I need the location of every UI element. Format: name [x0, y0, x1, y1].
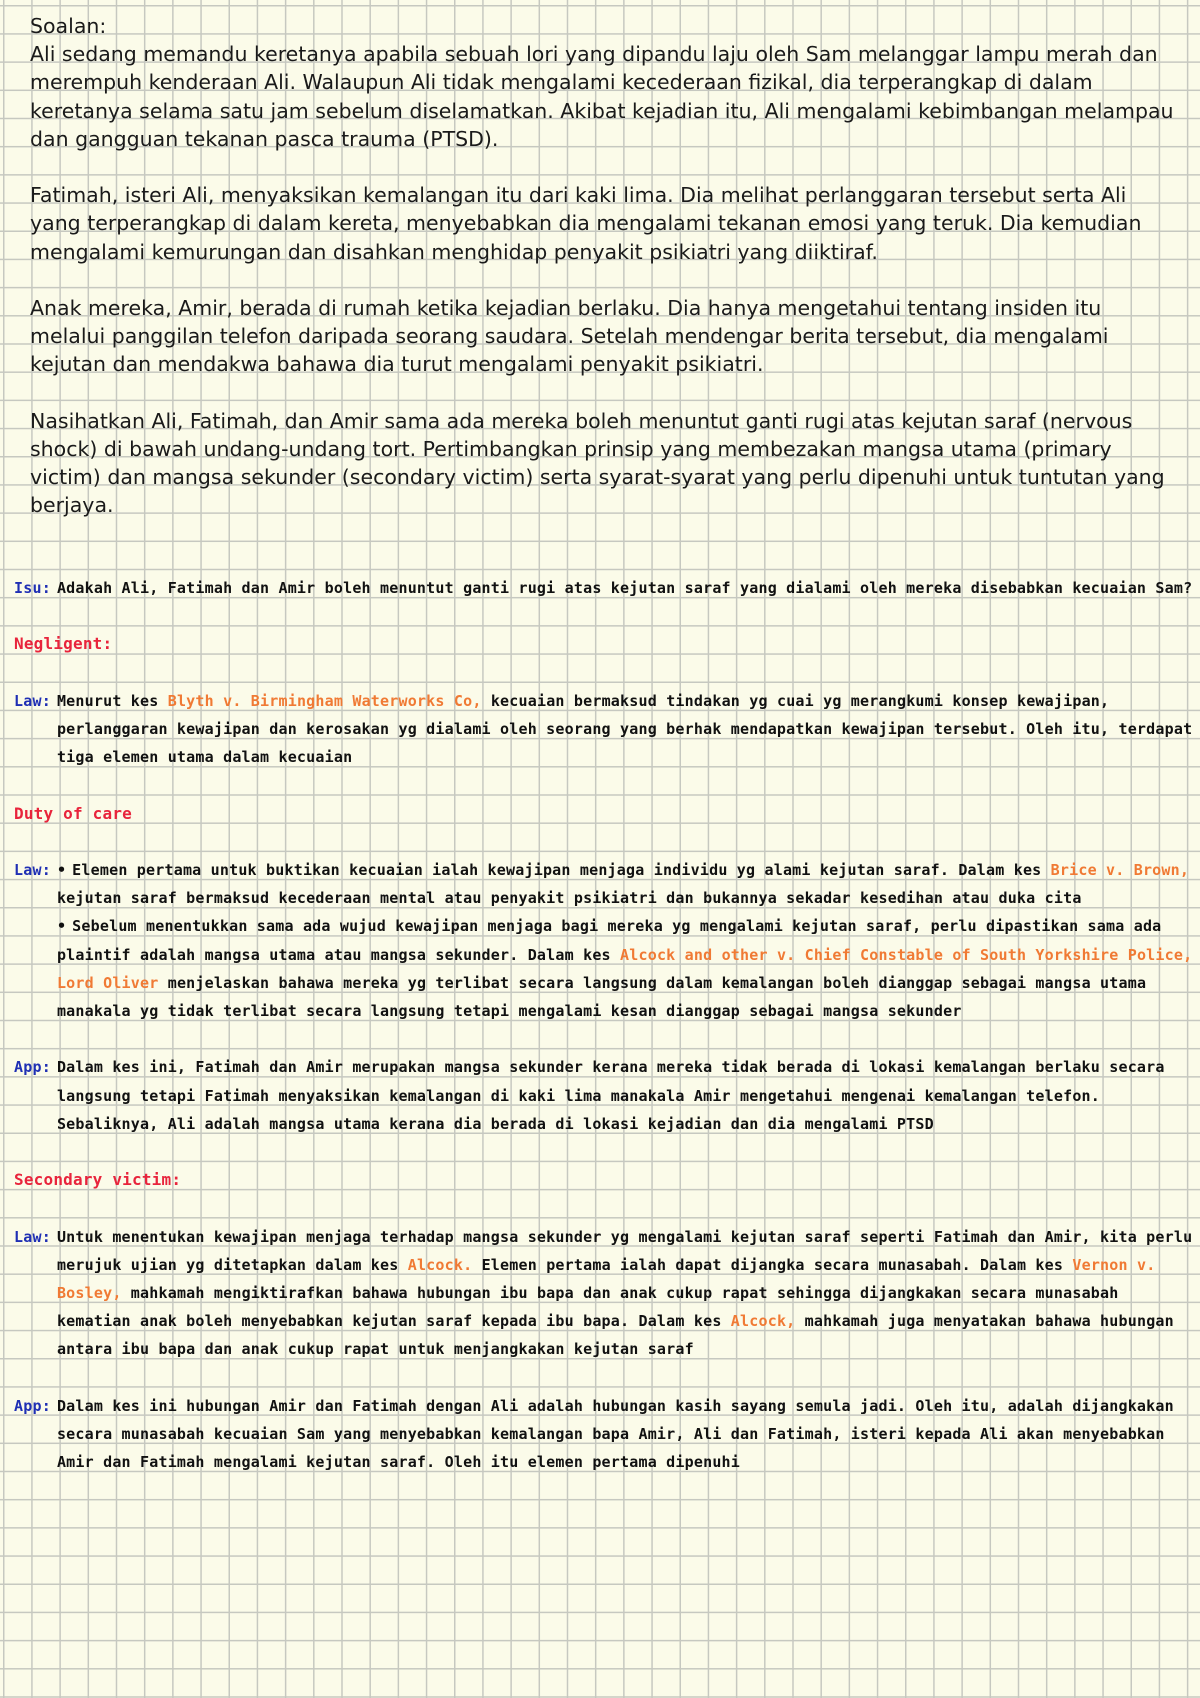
handwritten-notes: [14, 574, 1194, 1476]
law-3-text-pre: Untuk menentukan kewajipan menjaga terhadap mangsa sekunder yg mengalami kejutan saraf seperti Fatimah dan Amir, kita perlu merujuk ujian yg ditetapkan dalam kes: [56, 1227, 1193, 1274]
question-paragraph-3: Anak mereka, Amir, berada di rumah ketika kejadian berlaku. Dia hanya mengetahui tentang insiden itu melalui panggilan telefon daripada seorang saudara. Setelah mendengar berita tersebut, dia mengalami kejutan dan mendakwa bahawa dia turut mengalami penyakit psikiatri.: [30, 296, 1109, 377]
law-3-text-mid-1: Elemen pertama ialah dapat dijangka secara munasabah. Dalam kes: [481, 1255, 1064, 1274]
law-tag-2: Law:: [14, 860, 51, 879]
question-label: Soalan:: [30, 14, 107, 38]
question-section: [30, 12, 1180, 548]
case-citation-alcock-full: Alcock and other v. Chief Constable of South Yorkshire Police, Lord Oliver: [56, 945, 1193, 992]
law-1-text-post: kecuaian bermaksud tindakan yg cuai yg merangkumi konsep kewajipan, perlanggaran kewajipan dan kerosakan yg dialami oleh seorang yang berhak mendapatkan kewajipan tersebut. Oleh itu, terdapat tiga elemen utama dalam kecuaian: [56, 691, 1193, 767]
law-2b-text-post: menjelaskan bahawa mereka yg terlibat secara langsung dalam kemalangan boleh dianggap sebagai mangsa utama manakala yg tidak terlibat secara langsung tetapi mengalami kesan dianggap sebagai mangsa sekunder: [56, 973, 1147, 1020]
case-citation-brice: Brice v. Brown,: [1050, 860, 1190, 879]
law-2-point-a: [57, 856, 1194, 912]
case-citation-blyth: Blyth v. Birmingham Waterworks Co,: [167, 691, 482, 710]
duty-of-care-heading: Duty of care: [14, 803, 132, 823]
question-paragraph-2: Fatimah, isteri Ali, menyaksikan kemalangan itu dari kaki lima. Dia melihat perlanggaran tersebut serta Ali yang terperangkap di dalam kereta, menyebabkan dia mengalami tekanan emosi yang teruk. Dia kemudian mengalami kemurungan dan disahkan menghidap penyakit psikiatri yang diiktiraf.: [30, 183, 1142, 264]
law-2-point-b: [57, 912, 1194, 1025]
application-block-2: [14, 1392, 1194, 1477]
application-block-1: [14, 1053, 1194, 1138]
issue-text: Adakah Ali, Fatimah dan Amir boleh menuntut ganti rugi atas kejutan saraf yang dialami oleh mereka disebabkan kecuaian Sam?: [56, 579, 1193, 597]
app-tag-1: App:: [14, 1058, 51, 1077]
law-1-text-pre: Menurut kes: [56, 691, 159, 710]
question-paragraph-4: Nasihatkan Ali, Fatimah, dan Amir sama ada mereka boleh menuntut ganti rugi atas kejutan saraf (nervous shock) di bawah undang-undang tort. Pertimbangkan prinsip yang membezakan mangsa utama (primary victim) dan mangsa sekunder (secondary victim) serta syarat-syarat yang perlu dipenuhi untuk tuntutan yang berjaya.: [30, 408, 1165, 518]
law-3-text-mid-2: mahkamah mengiktirafkan bahawa hubungan ibu bapa dan anak cukup rapat sehingga dijangkakan secara munasabah kematian anak boleh menyebabkan kejutan saraf kepada ibu bapa. Dalam kes: [56, 1283, 1119, 1331]
law-block-1: [14, 687, 1194, 772]
issue-tag: Isu:: [14, 579, 51, 597]
app-2-text: Dalam kes ini hubungan Amir dan Fatimah dengan Ali adalah hubungan kasih sayang semula jadi. Oleh itu, adalah dijangkakan secara munasabah kecuaian Sam yang menyebabkan kemalangan bapa Amir, Ali dan Fatimah, isteri kepada Ali akan menyebabkan Amir dan Fatimah mengalami kejutan saraf. Oleh itu elemen pertama dipenuhi: [56, 1396, 1174, 1472]
law-2b-text-pre: Sebelum menentukkan sama ada wujud kewajipan menjaga bagi mereka yg mengalami kejutan saraf, perlu dipastikan sama ada plaintif adalah mangsa utama atau mangsa sekunder. Dalam kes: [56, 917, 1162, 964]
app-tag-2: App:: [14, 1396, 51, 1415]
law-2a-text-post: kejutan saraf bermaksud kecederaan mental atau penyakit psikiatri dan bukannya sekadar kesedihan atau duka cita: [56, 889, 1082, 908]
law-block-3: [14, 1223, 1194, 1364]
law-2a-text-pre: Elemen pertama untuk buktikan kecuaian ialah kewajipan menjaga individu yg alami kejutan saraf. Dalam kes: [72, 860, 1042, 879]
law-tag-3: Law:: [14, 1227, 51, 1246]
case-citation-alcock-2: Alcock,: [730, 1312, 796, 1331]
law-tag-1: Law:: [14, 691, 51, 710]
secondary-victim-heading: Secondary victim:: [14, 1170, 182, 1190]
law-block-2: [14, 856, 1194, 1025]
issue-block: [14, 574, 1194, 602]
case-citation-alcock-1: Alcock.: [407, 1255, 473, 1274]
negligence-heading: Negligent:: [14, 634, 113, 654]
law-3-text-post: mahkamah juga menyatakan bahawa hubungan antara ibu bapa dan anak cukup rapat untuk menjangkakan kejutan saraf: [56, 1312, 1174, 1359]
question-paragraph-1: Ali sedang memandu keretanya apabila sebuah lori yang dipandu laju oleh Sam melanggar lampu merah dan merempuh kenderaan Ali. Walaupun Ali tidak mengalami kecederaan fizikal, dia terperangkap di dalam keretanya selama satu jam sebelum diselamatkan. Akibat kejadian itu, Ali mengalami kebimbangan melampau dan gangguan tekanan pasca trauma (PTSD).: [30, 42, 1174, 151]
case-citation-vernon: Vernon v. Bosley,: [56, 1255, 1156, 1302]
app-1-text: Dalam kes ini, Fatimah dan Amir merupakan mangsa sekunder kerana mereka tidak berada di lokasi kemalangan berlaku secara langsung tetapi Fatimah menyaksikan kemalangan di kaki lima manakala Amir mengetahui mengenai kemalangan telefon. Sebaliknya, Ali adalah mangsa utama kerana dia berada di lokasi kejadian dan dia mengalami PTSD: [56, 1058, 1165, 1133]
